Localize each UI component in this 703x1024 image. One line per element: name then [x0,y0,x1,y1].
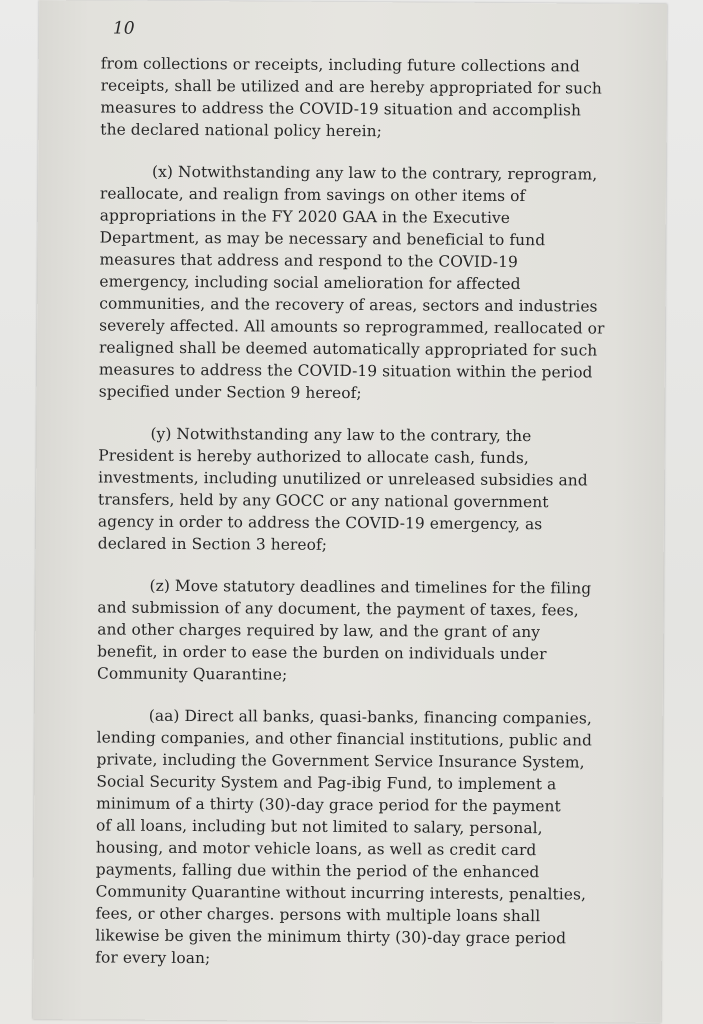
paragraph-continuation [100,52,631,143]
text-line: minimum of a thirty (30)-day grace period for the payment [96,794,561,816]
text-line: private, including the Government Service Insurance System, [96,750,585,772]
text-line: measures to address the COVID-19 situation and accomplish [100,98,582,120]
text-line: Department, as may be necessary and beneficial to fund [99,228,546,250]
text-line: for every loan; [95,948,211,968]
document-page [33,0,667,1023]
text-line: Community Quarantine without incurring interests, penalties, [95,882,587,904]
text-line: (y) Notwithstanding any law to the contrary, the [150,424,532,446]
text-line: receipts, shall be utilized and are hereby appropriated for such [100,76,602,98]
text-line: President is hereby authorized to allocate cash, funds, [98,446,529,468]
text-line: and other charges required by law, and the grant of any [97,620,541,642]
text-line: housing, and motor vehicle loans, as well as credit card [95,838,537,860]
text-line: transfers, held by any GOCC or any national government [98,490,549,512]
text-line: emergency, including social amelioration for affected [99,272,521,294]
paragraph-aa [95,704,627,971]
text-line: lending companies, and other financial institutions, public and [96,728,592,750]
text-line: likewise be given the minimum thirty (30)-day grace period [95,926,567,948]
text-line: fees, or other charges. persons with multiple loans shall [95,904,541,926]
document-body [95,52,631,971]
text-line: (aa) Direct all banks, quasi-banks, financing companies, [148,706,592,728]
text-line: (x) Notwithstanding any law to the contrary, reprogram, [152,162,598,184]
paragraph-z [97,574,628,687]
paragraph-x [99,160,630,405]
text-line: payments, falling due within the period of the enhanced [95,860,540,882]
text-line: realigned shall be deemed automatically appropriated for such [98,338,598,360]
text-line: (z) Move statutory deadlines and timelines for the filing [149,576,592,598]
text-line: specified under Section 9 hereof; [98,382,362,403]
text-line: of all loans, including but not limited to salary, personal, [96,816,543,838]
text-line: declared in Section 3 hereof; [97,534,328,554]
text-line: Social Security System and Pag-ibig Fund, to implement a [96,772,557,794]
text-line: communities, and the recovery of areas, sectors and industries [99,294,598,316]
text-line: reallocate, and realign from savings on other items of [99,184,526,206]
text-line: severely affected. All amounts so reprogrammed, reallocated or [99,316,605,338]
text-line: investments, including unutilized or unreleased subsidies and [98,468,588,490]
text-line: measures that address and respond to the COVID-19 [99,250,518,272]
page-number: 10 [112,18,135,39]
text-line: Community Quarantine; [96,664,288,684]
text-line: agency in order to address the COVID-19 emergency, as [97,512,543,534]
text-line: and submission of any document, the payment of taxes, fees, [97,598,579,620]
text-line: from collections or receipts, including future collections and [100,54,580,76]
text-line: appropriations in the FY 2020 GAA in the Executive [99,206,511,227]
text-line: benefit, in order to ease the burden on individuals under [97,642,547,664]
text-line: measures to address the COVID-19 situation within the period [98,360,593,382]
text-line: the declared national policy herein; [100,120,383,141]
paragraph-y [98,422,629,557]
